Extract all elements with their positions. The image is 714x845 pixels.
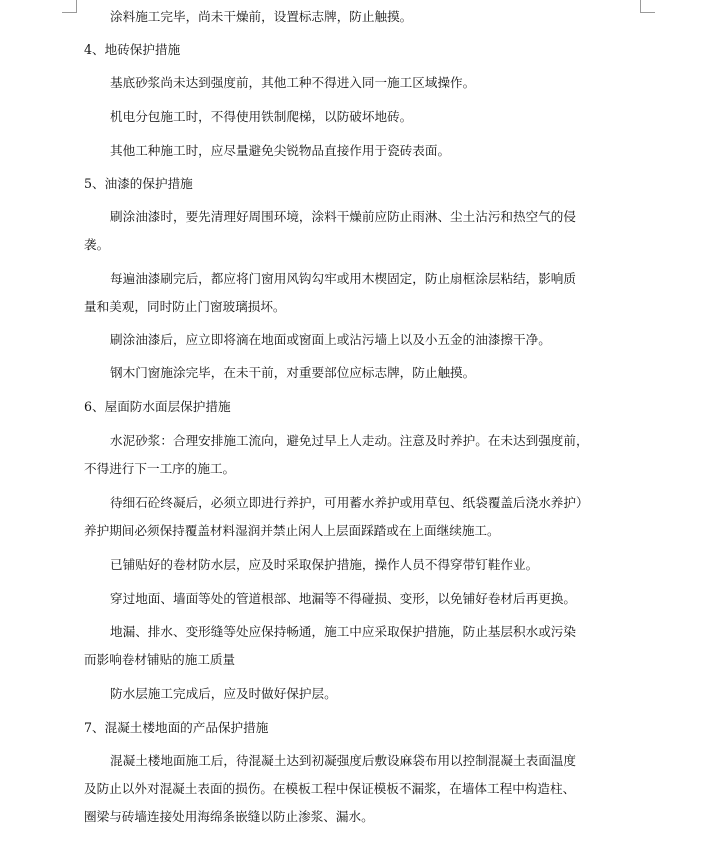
paragraph-line: 不得进行下一工序的施工。	[84, 461, 236, 476]
paragraph-line: 袭。	[84, 237, 110, 252]
paragraph-line: 及防止以外对混凝土表面的损伤。在模板工程中保证模板不漏浆，在墙体工程中构造柱、	[84, 781, 576, 796]
paragraph-line: 涂料施工完毕，尚未干燥前，设置标志牌，防止触摸。	[110, 9, 413, 24]
section-heading: 7、混凝土楼地面的产品保护措施	[84, 720, 269, 735]
paragraph-line: 每遍油漆刷完后，都应将门窗用风钩勾牢或用木楔固定，防止扇框涂层粘结，影响质	[110, 271, 576, 286]
paragraph-line: 已铺贴好的卷材防水层，应及时采取保护措施，操作人员不得穿带钉鞋作业。	[110, 557, 539, 572]
paragraph-line: 地漏、排水、变形缝等处应保持畅通，施工中应采取保护措施，防止基层积水或污染	[110, 624, 576, 639]
paragraph-line: 刷涂油漆时，要先清理好周围环境，涂料干燥前应防止雨淋、尘土沾污和热空气的侵	[110, 209, 576, 224]
paragraph-line: 水泥砂浆：合理安排施工流向，避免过早上人走动。注意及时养护。在未达到强度前，	[110, 433, 589, 448]
paragraph-line: 穿过地面、墙面等处的管道根部、地漏等不得碰损、变形，以免铺好卷材后再更换。	[110, 591, 576, 606]
paragraph-line: 钢木门窗施涂完毕，在未干前，对重要部位应标志牌，防止触摸。	[110, 365, 476, 380]
paragraph-line: 混凝土楼地面施工后，待混凝土达到初凝强度后敷设麻袋布用以控制混凝土表面温度	[110, 753, 576, 768]
paragraph-line: 圈梁与砖墙连接处用海绵条嵌缝以防止渗浆、漏水。	[84, 809, 374, 824]
paragraph-line: 基底砂浆尚未达到强度前，其他工种不得进入同一施工区域操作。	[110, 75, 476, 90]
paragraph-line: 刷涂油漆后，应立即将滴在地面或窗面上或沾污墙上以及小五金的油漆擦干净。	[110, 332, 551, 347]
section-heading: 5、油漆的保护措施	[84, 176, 193, 191]
paragraph-line: 其他工种施工时，应尽量避免尖锐物品直接作用于瓷砖表面。	[110, 143, 451, 158]
paragraph-line: 待细石砼终凝后，必须立即进行养护，可用蓄水养护或用草包、纸袋覆盖后浇水养护）	[110, 495, 589, 510]
paragraph-line: 机电分包施工时，不得使用铁制爬梯，以防破坏地砖。	[110, 109, 413, 124]
paragraph-line: 量和美观，同时防止门窗玻璃损坏。	[84, 299, 286, 314]
paragraph-line: 养护期间必须保持覆盖材料湿润并禁止闲人上层面踩踏或在上面继续施工。	[84, 523, 500, 538]
paragraph-line: 而影响卷材铺贴的施工质量	[84, 652, 236, 667]
paragraph-line: 防水层施工完成后，应及时做好保护层。	[110, 686, 337, 701]
section-heading: 6、屋面防水面层保护措施	[84, 399, 231, 414]
section-heading: 4、地砖保护措施	[84, 42, 181, 57]
